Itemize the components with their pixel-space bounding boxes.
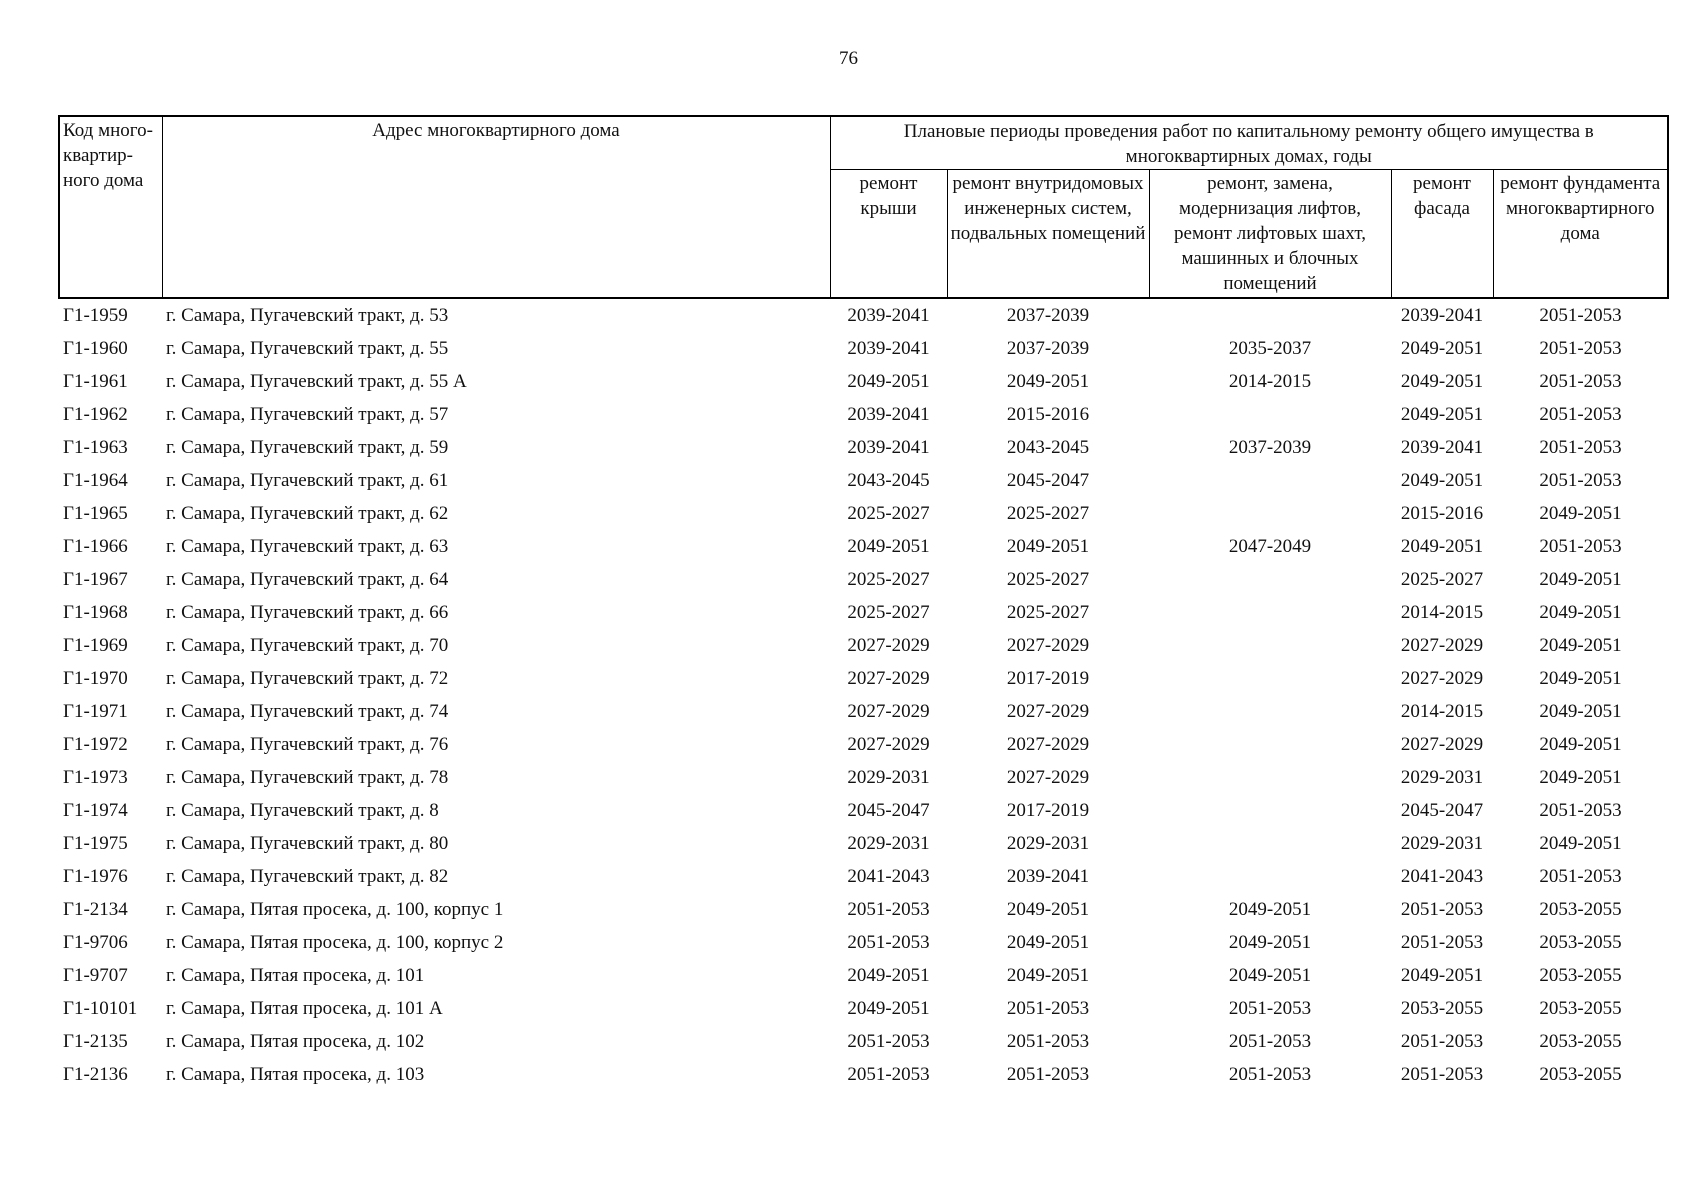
cell-engineering: 2049-2051 <box>1006 965 1090 986</box>
cell-engineering: 2015-2016 <box>1006 404 1090 425</box>
column-header-facade: ремонт фасада <box>1391 170 1493 299</box>
cell-engineering: 2049-2051 <box>1006 536 1090 557</box>
cell-address: г. Самара, Пугачевский тракт, д. 63 <box>166 536 449 557</box>
cell-elevators: 2051-2053 <box>1228 1031 1312 1052</box>
cell-facade: 2039-2041 <box>1400 305 1484 326</box>
cell-facade: 2051-2053 <box>1400 899 1484 920</box>
cell-code: Г1-1962 <box>63 404 128 425</box>
cell-roof: 2027-2029 <box>847 701 930 722</box>
table-row <box>59 728 1668 761</box>
table-row <box>59 827 1668 860</box>
cell-address: г. Самара, Пугачевский тракт, д. 53 <box>166 305 449 326</box>
cell-facade: 2051-2053 <box>1400 932 1484 953</box>
table-row <box>59 992 1668 1025</box>
cell-address: г. Самара, Пугачевский тракт, д. 78 <box>166 767 449 788</box>
cell-address: г. Самара, Пугачевский тракт, д. 55 А <box>166 371 467 392</box>
cell-elevators <box>1149 298 1391 332</box>
table-row <box>59 761 1668 794</box>
cell-address: г. Самара, Пугачевский тракт, д. 55 <box>166 338 449 359</box>
cell-foundation: 2051-2053 <box>1539 338 1622 359</box>
cell-engineering: 2045-2047 <box>1006 470 1090 491</box>
cell-facade: 2049-2051 <box>1400 404 1484 425</box>
cell-code: Г1-1960 <box>63 338 128 359</box>
cell-address: г. Самара, Пятая просека, д. 100, корпус 2 <box>166 932 504 953</box>
cell-engineering: 2049-2051 <box>1006 899 1090 920</box>
cell-facade: 2025-2027 <box>1400 569 1484 590</box>
cell-engineering: 2025-2027 <box>1006 602 1090 623</box>
cell-roof: 2025-2027 <box>847 503 930 524</box>
cell-address: г. Самара, Пугачевский тракт, д. 62 <box>166 503 449 524</box>
cell-foundation: 2053-2055 <box>1539 998 1622 1019</box>
column-header-address: Адрес многоквартирного дома <box>162 116 830 298</box>
cell-roof: 2051-2053 <box>847 899 930 920</box>
cell-facade: 2014-2015 <box>1400 701 1484 722</box>
cell-elevators <box>1149 695 1391 728</box>
cell-code: Г1-1972 <box>63 734 128 755</box>
cell-address: г. Самара, Пугачевский тракт, д. 8 <box>166 800 439 821</box>
cell-engineering: 2017-2019 <box>1006 800 1090 821</box>
cell-engineering: 2027-2029 <box>1006 734 1090 755</box>
cell-elevators <box>1149 794 1391 827</box>
cell-facade: 2015-2016 <box>1400 503 1484 524</box>
cell-facade: 2051-2053 <box>1400 1031 1484 1052</box>
table-row <box>59 794 1668 827</box>
cell-code: Г1-1974 <box>63 800 128 821</box>
cell-elevators <box>1149 761 1391 794</box>
cell-facade: 2041-2043 <box>1400 866 1484 887</box>
table-row <box>59 1058 1668 1091</box>
cell-foundation: 2051-2053 <box>1539 800 1622 821</box>
cell-code: Г1-1968 <box>63 602 128 623</box>
cell-foundation: 2053-2055 <box>1539 965 1622 986</box>
table-row <box>59 563 1668 596</box>
cell-roof: 2039-2041 <box>847 437 930 458</box>
cell-foundation: 2051-2053 <box>1539 305 1622 326</box>
cell-code: Г1-1964 <box>63 470 128 491</box>
cell-roof: 2045-2047 <box>847 800 930 821</box>
cell-address: г. Самара, Пятая просека, д. 101 <box>166 965 425 986</box>
cell-elevators <box>1149 662 1391 695</box>
cell-foundation: 2053-2055 <box>1539 899 1622 920</box>
cell-foundation: 2053-2055 <box>1539 1064 1622 1085</box>
column-header-foundation: ремонт фундамента многоквартирного дома <box>1493 170 1668 299</box>
cell-elevators: 2049-2051 <box>1228 932 1312 953</box>
cell-facade: 2039-2041 <box>1400 437 1484 458</box>
cell-code: Г1-1976 <box>63 866 128 887</box>
cell-address: г. Самара, Пятая просека, д. 102 <box>166 1031 425 1052</box>
cell-facade: 2027-2029 <box>1400 734 1484 755</box>
table-row <box>59 695 1668 728</box>
cell-foundation: 2049-2051 <box>1539 767 1622 788</box>
repair-schedule-table <box>58 115 1669 1091</box>
cell-address: г. Самара, Пугачевский тракт, д. 66 <box>166 602 449 623</box>
cell-facade: 2049-2051 <box>1400 371 1484 392</box>
cell-code: Г1-9706 <box>63 932 128 953</box>
cell-engineering: 2043-2045 <box>1006 437 1090 458</box>
cell-code: Г1-1971 <box>63 701 128 722</box>
cell-engineering: 2029-2031 <box>1006 833 1090 854</box>
cell-elevators: 2037-2039 <box>1228 437 1312 458</box>
column-group-header-periods: Плановые периоды проведения работ по капитальному ремонту общего имущества в многоквартирных домах, годы <box>830 116 1668 170</box>
cell-roof: 2049-2051 <box>847 965 930 986</box>
cell-foundation: 2053-2055 <box>1539 932 1622 953</box>
cell-code: Г1-1967 <box>63 569 128 590</box>
cell-facade: 2029-2031 <box>1400 833 1484 854</box>
cell-foundation: 2053-2055 <box>1539 1031 1622 1052</box>
cell-foundation: 2051-2053 <box>1539 371 1622 392</box>
page-number: 76 <box>839 48 858 69</box>
cell-roof: 2039-2041 <box>847 338 930 359</box>
table-row <box>59 298 1668 332</box>
cell-address: г. Самара, Пугачевский тракт, д. 82 <box>166 866 449 887</box>
cell-elevators <box>1149 860 1391 893</box>
cell-foundation: 2049-2051 <box>1539 569 1622 590</box>
table-row <box>59 662 1668 695</box>
cell-roof: 2051-2053 <box>847 1064 930 1085</box>
cell-address: г. Самара, Пятая просека, д. 103 <box>166 1064 425 1085</box>
cell-foundation: 2051-2053 <box>1539 404 1622 425</box>
cell-address: г. Самара, Пугачевский тракт, д. 70 <box>166 635 449 656</box>
cell-roof: 2025-2027 <box>847 569 930 590</box>
cell-roof: 2049-2051 <box>847 998 930 1019</box>
cell-roof: 2051-2053 <box>847 932 930 953</box>
cell-facade: 2014-2015 <box>1400 602 1484 623</box>
cell-roof: 2043-2045 <box>847 470 930 491</box>
cell-elevators: 2047-2049 <box>1228 536 1312 557</box>
table-row <box>59 1025 1668 1058</box>
cell-address: г. Самара, Пугачевский тракт, д. 80 <box>166 833 449 854</box>
cell-roof: 2027-2029 <box>847 734 930 755</box>
cell-code: Г1-1973 <box>63 767 128 788</box>
cell-roof: 2051-2053 <box>847 1031 930 1052</box>
cell-code: Г1-1959 <box>63 305 128 326</box>
cell-engineering: 2027-2029 <box>1006 635 1090 656</box>
table-row <box>59 431 1668 464</box>
cell-elevators: 2035-2037 <box>1228 338 1312 359</box>
cell-code: Г1-1961 <box>63 371 128 392</box>
table-row <box>59 530 1668 563</box>
cell-facade: 2027-2029 <box>1400 668 1484 689</box>
cell-facade: 2049-2051 <box>1400 470 1484 491</box>
cell-elevators <box>1149 728 1391 761</box>
cell-code: Г1-10101 <box>63 998 138 1019</box>
cell-elevators <box>1149 497 1391 530</box>
cell-roof: 2049-2051 <box>847 536 930 557</box>
cell-roof: 2029-2031 <box>847 833 930 854</box>
cell-facade: 2049-2051 <box>1400 536 1484 557</box>
cell-engineering: 2037-2039 <box>1006 338 1090 359</box>
table-row <box>59 464 1668 497</box>
cell-roof: 2025-2027 <box>847 602 930 623</box>
cell-code: Г1-1965 <box>63 503 128 524</box>
cell-engineering: 2025-2027 <box>1006 503 1090 524</box>
cell-engineering: 2049-2051 <box>1006 371 1090 392</box>
table-row <box>59 365 1668 398</box>
column-header-elevators: ремонт, замена, модернизация лифтов, ремонт лифтовых шахт, машинных и блочных помещений <box>1149 170 1391 299</box>
table-row <box>59 332 1668 365</box>
cell-code: Г1-1966 <box>63 536 128 557</box>
cell-foundation: 2051-2053 <box>1539 866 1622 887</box>
column-header-engineering: ремонт внутридомовых инженерных систем, подвальных помещений <box>947 170 1149 299</box>
cell-code: Г1-2135 <box>63 1031 128 1052</box>
cell-facade: 2049-2051 <box>1400 965 1484 986</box>
cell-facade: 2053-2055 <box>1400 998 1484 1019</box>
table-row <box>59 893 1668 926</box>
cell-elevators: 2051-2053 <box>1228 1064 1312 1085</box>
cell-code: Г1-9707 <box>63 965 128 986</box>
cell-facade: 2049-2051 <box>1400 338 1484 359</box>
table-row <box>59 398 1668 431</box>
cell-elevators: 2049-2051 <box>1228 899 1312 920</box>
table-body <box>59 298 1668 1091</box>
cell-roof: 2039-2041 <box>847 305 930 326</box>
cell-roof: 2039-2041 <box>847 404 930 425</box>
cell-foundation: 2049-2051 <box>1539 635 1622 656</box>
cell-address: г. Самара, Пятая просека, д. 100, корпус 1 <box>166 899 504 920</box>
cell-engineering: 2051-2053 <box>1006 1064 1090 1085</box>
cell-elevators <box>1149 596 1391 629</box>
table-row <box>59 860 1668 893</box>
cell-engineering: 2039-2041 <box>1006 866 1090 887</box>
cell-roof: 2041-2043 <box>847 866 930 887</box>
cell-engineering: 2027-2029 <box>1006 701 1090 722</box>
cell-engineering: 2025-2027 <box>1006 569 1090 590</box>
cell-engineering: 2017-2019 <box>1006 668 1090 689</box>
cell-facade: 2029-2031 <box>1400 767 1484 788</box>
cell-facade: 2027-2029 <box>1400 635 1484 656</box>
table-row <box>59 629 1668 662</box>
cell-address: г. Самара, Пугачевский тракт, д. 64 <box>166 569 449 590</box>
cell-elevators: 2014-2015 <box>1228 371 1312 392</box>
cell-code: Г1-1969 <box>63 635 128 656</box>
cell-roof: 2049-2051 <box>847 371 930 392</box>
cell-address: г. Самара, Пугачевский тракт, д. 59 <box>166 437 449 458</box>
column-header-code: Код много-квартир-ного дома <box>59 116 162 298</box>
cell-code: Г1-2136 <box>63 1064 128 1085</box>
cell-code: Г1-1970 <box>63 668 128 689</box>
cell-roof: 2027-2029 <box>847 668 930 689</box>
cell-foundation: 2049-2051 <box>1539 734 1622 755</box>
cell-engineering: 2037-2039 <box>1006 305 1090 326</box>
table-header <box>59 116 1668 298</box>
cell-code: Г1-1975 <box>63 833 128 854</box>
cell-foundation: 2051-2053 <box>1539 536 1622 557</box>
cell-address: г. Самара, Пугачевский тракт, д. 72 <box>166 668 449 689</box>
cell-foundation: 2049-2051 <box>1539 503 1622 524</box>
cell-foundation: 2049-2051 <box>1539 668 1622 689</box>
cell-engineering: 2051-2053 <box>1006 998 1090 1019</box>
cell-elevators <box>1149 398 1391 431</box>
cell-engineering: 2049-2051 <box>1006 932 1090 953</box>
cell-elevators <box>1149 464 1391 497</box>
cell-elevators: 2049-2051 <box>1228 965 1312 986</box>
cell-elevators <box>1149 827 1391 860</box>
cell-address: г. Самара, Пугачевский тракт, д. 76 <box>166 734 449 755</box>
table-row <box>59 926 1668 959</box>
cell-foundation: 2051-2053 <box>1539 437 1622 458</box>
column-header-roof: ремонт крыши <box>830 170 947 299</box>
cell-roof: 2029-2031 <box>847 767 930 788</box>
table-row <box>59 497 1668 530</box>
cell-elevators <box>1149 563 1391 596</box>
cell-address: г. Самара, Пятая просека, д. 101 А <box>166 998 443 1019</box>
table-row <box>59 596 1668 629</box>
cell-facade: 2051-2053 <box>1400 1064 1484 1085</box>
table-row <box>59 959 1668 992</box>
cell-facade: 2045-2047 <box>1400 800 1484 821</box>
cell-elevators: 2051-2053 <box>1228 998 1312 1019</box>
cell-foundation: 2049-2051 <box>1539 833 1622 854</box>
cell-engineering: 2027-2029 <box>1006 767 1090 788</box>
cell-address: г. Самара, Пугачевский тракт, д. 57 <box>166 404 449 425</box>
cell-address: г. Самара, Пугачевский тракт, д. 61 <box>166 470 449 491</box>
cell-engineering: 2051-2053 <box>1006 1031 1090 1052</box>
cell-elevators <box>1149 629 1391 662</box>
cell-foundation: 2049-2051 <box>1539 602 1622 623</box>
cell-address: г. Самара, Пугачевский тракт, д. 74 <box>166 701 449 722</box>
cell-roof: 2027-2029 <box>847 635 930 656</box>
cell-code: Г1-2134 <box>63 899 128 920</box>
cell-foundation: 2051-2053 <box>1539 470 1622 491</box>
cell-code: Г1-1963 <box>63 437 128 458</box>
cell-foundation: 2049-2051 <box>1539 701 1622 722</box>
